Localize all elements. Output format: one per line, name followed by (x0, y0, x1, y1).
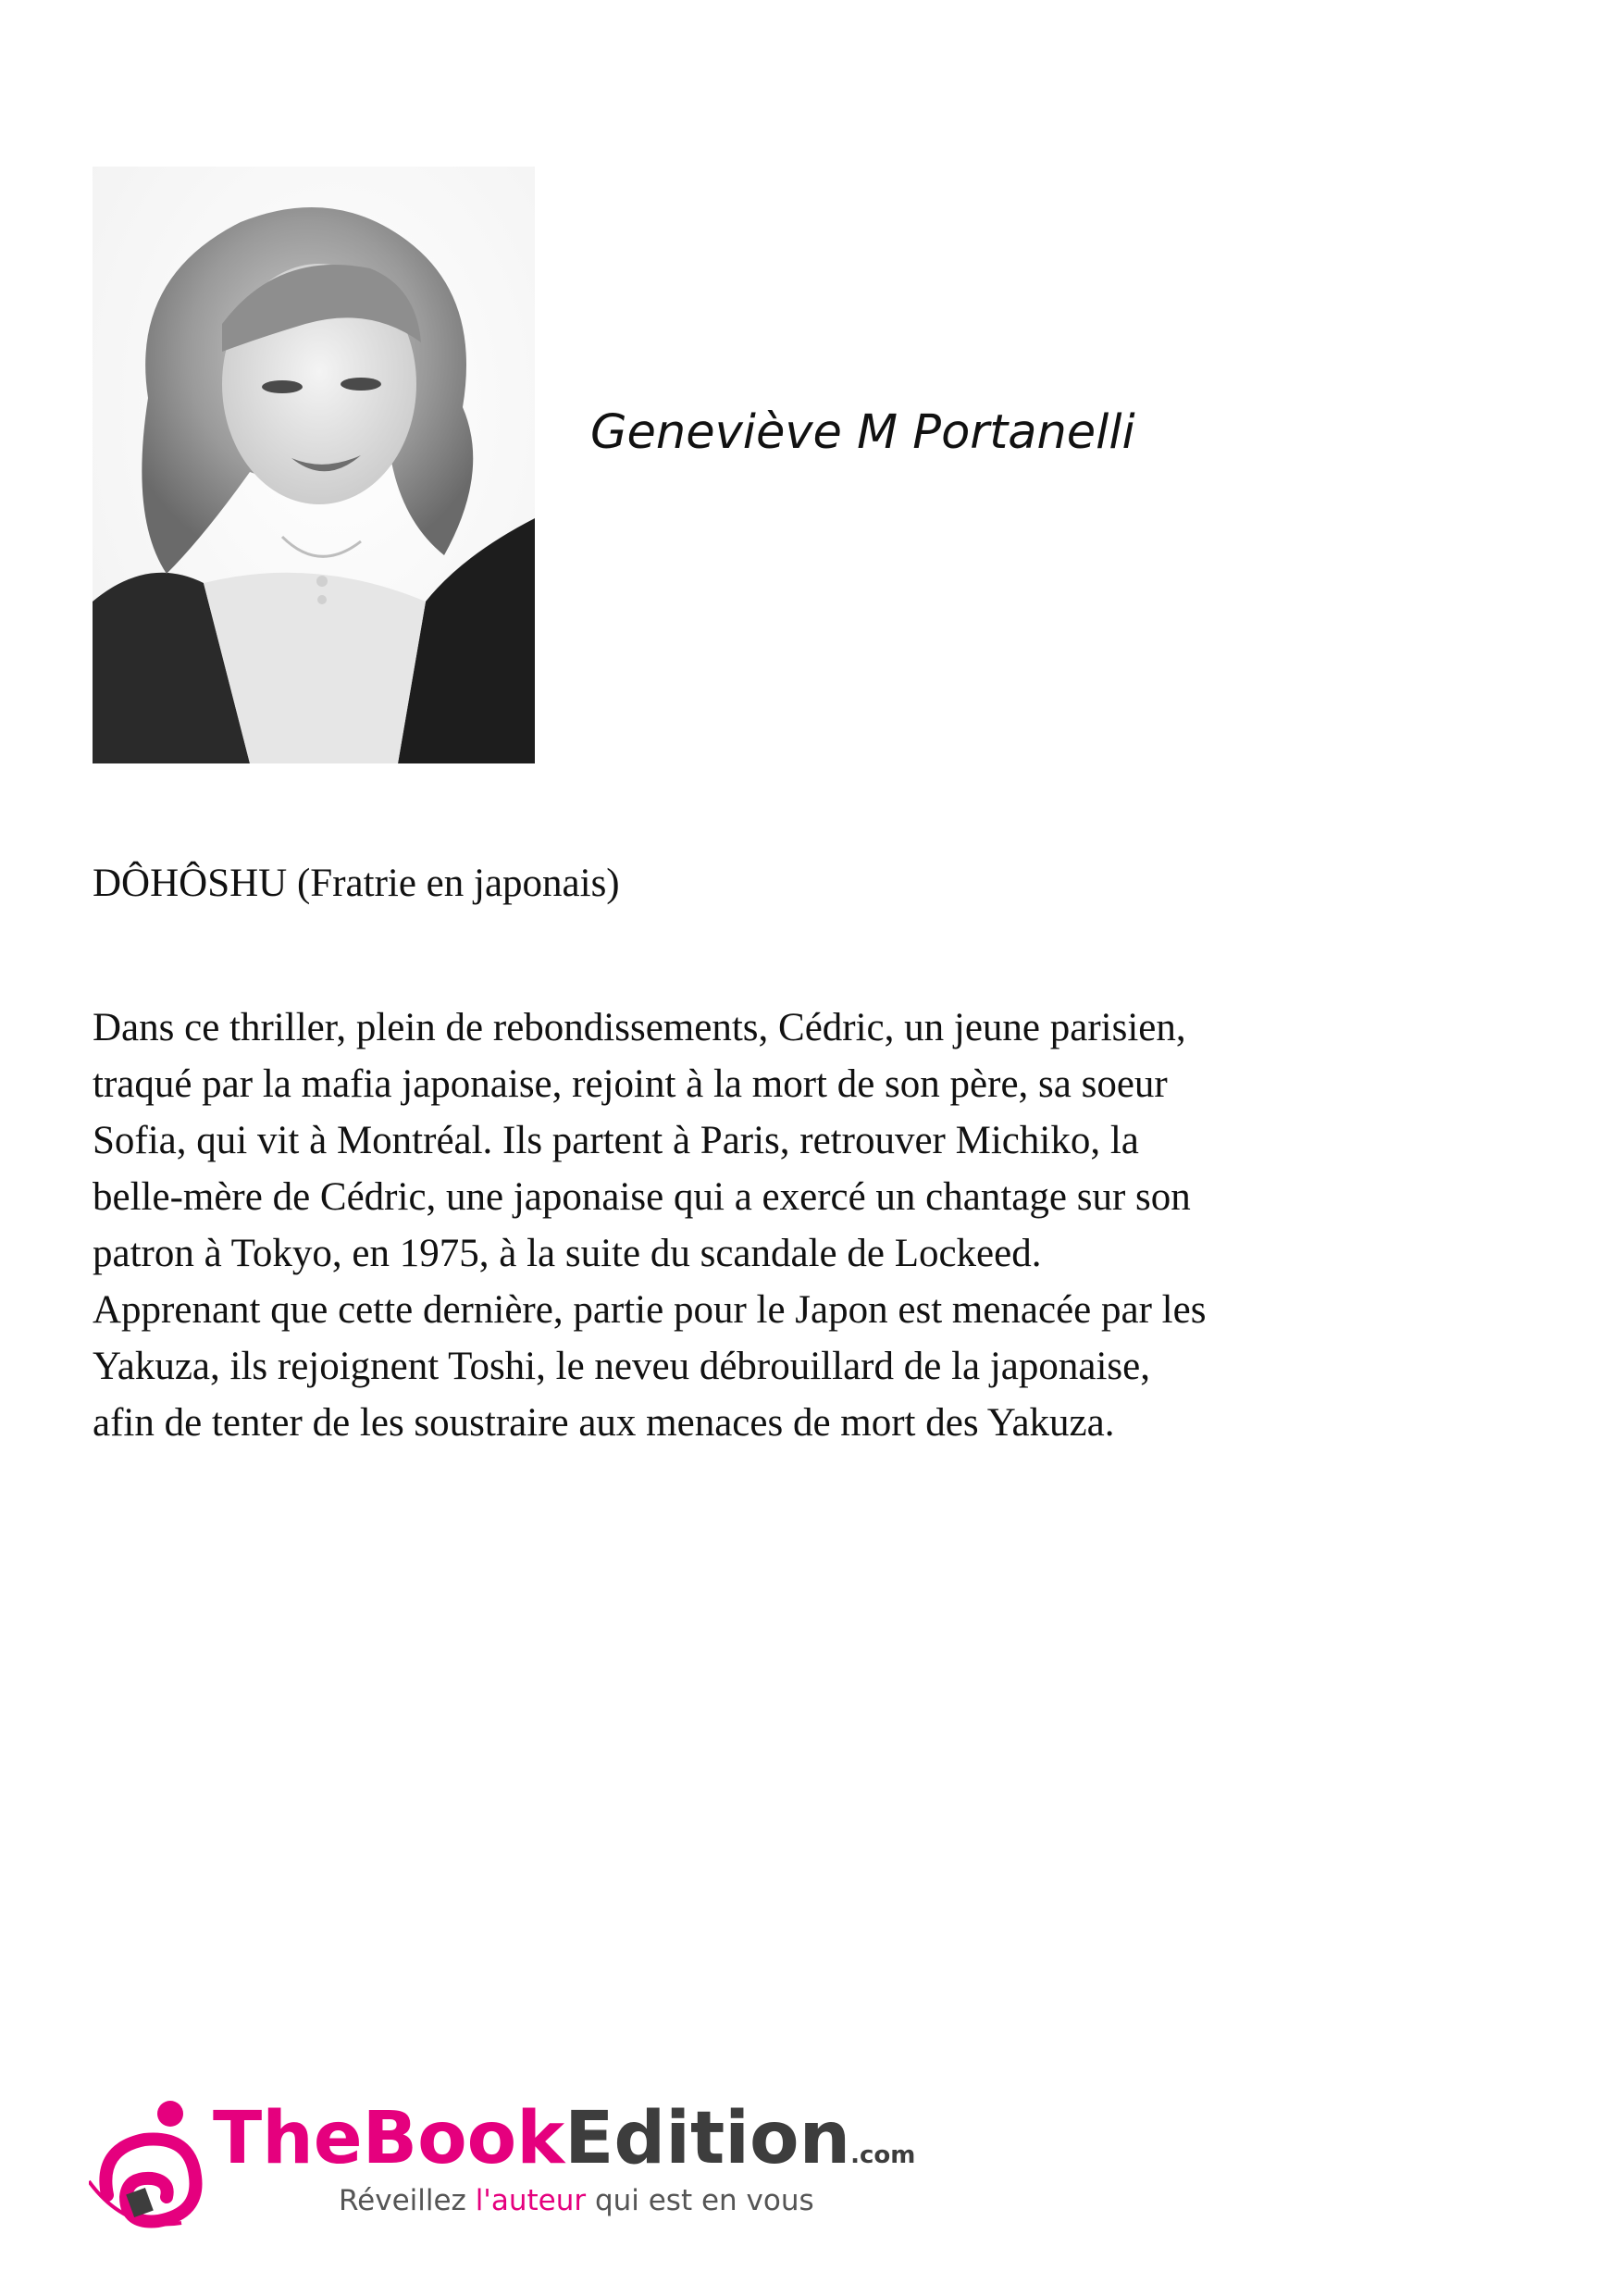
publisher-tagline (339, 2184, 814, 2217)
wordmark-the: The (213, 2097, 363, 2180)
synopsis-line: Apprenant que cette dernière, partie pour le Japon est menacée par les (93, 1288, 1207, 1332)
synopsis-line: Sofia, qui vit à Montréal. Ils partent à Paris, retrouver Michiko, la (93, 1119, 1139, 1162)
book-title: DÔHÔSHU (Fratrie en japonais) (93, 862, 620, 905)
tagline-end: qui est en vous (586, 2184, 814, 2217)
wordmark-com: .com (850, 2141, 916, 2169)
publisher-logo (89, 2093, 916, 2232)
synopsis-line: patron à Tokyo, en 1975, à la suite du scandale de Lockeed. (93, 1232, 1042, 1275)
tagline-accent: l'auteur (475, 2184, 587, 2217)
synopsis-line: traqué par la mafia japonaise, rejoint à la mort de son père, sa soeur (93, 1062, 1168, 1106)
synopsis-line: afin de tenter de les soustraire aux menaces de mort des Yakuza. (93, 1401, 1115, 1445)
synopsis (93, 999, 1481, 1451)
wordmark-book: Book (362, 2097, 565, 2180)
tagline-start: Réveillez (339, 2184, 476, 2217)
synopsis-line: belle-mère de Cédric, une japonaise qui a exercé un chantage sur son (93, 1175, 1191, 1219)
publisher-logo-mark-icon (89, 2093, 209, 2232)
author-name: Geneviève M Portanelli (590, 405, 1135, 460)
publisher-wordmark (213, 2097, 915, 2197)
synopsis-line: Yakuza, ils rejoignent Toshi, le neveu débrouillard de la japonaise, (93, 1345, 1150, 1388)
synopsis-line: Dans ce thriller, plein de rebondissements, Cédric, un jeune parisien, (93, 1006, 1186, 1049)
author-photo (93, 167, 535, 763)
wordmark-edition: Edition (564, 2097, 851, 2180)
